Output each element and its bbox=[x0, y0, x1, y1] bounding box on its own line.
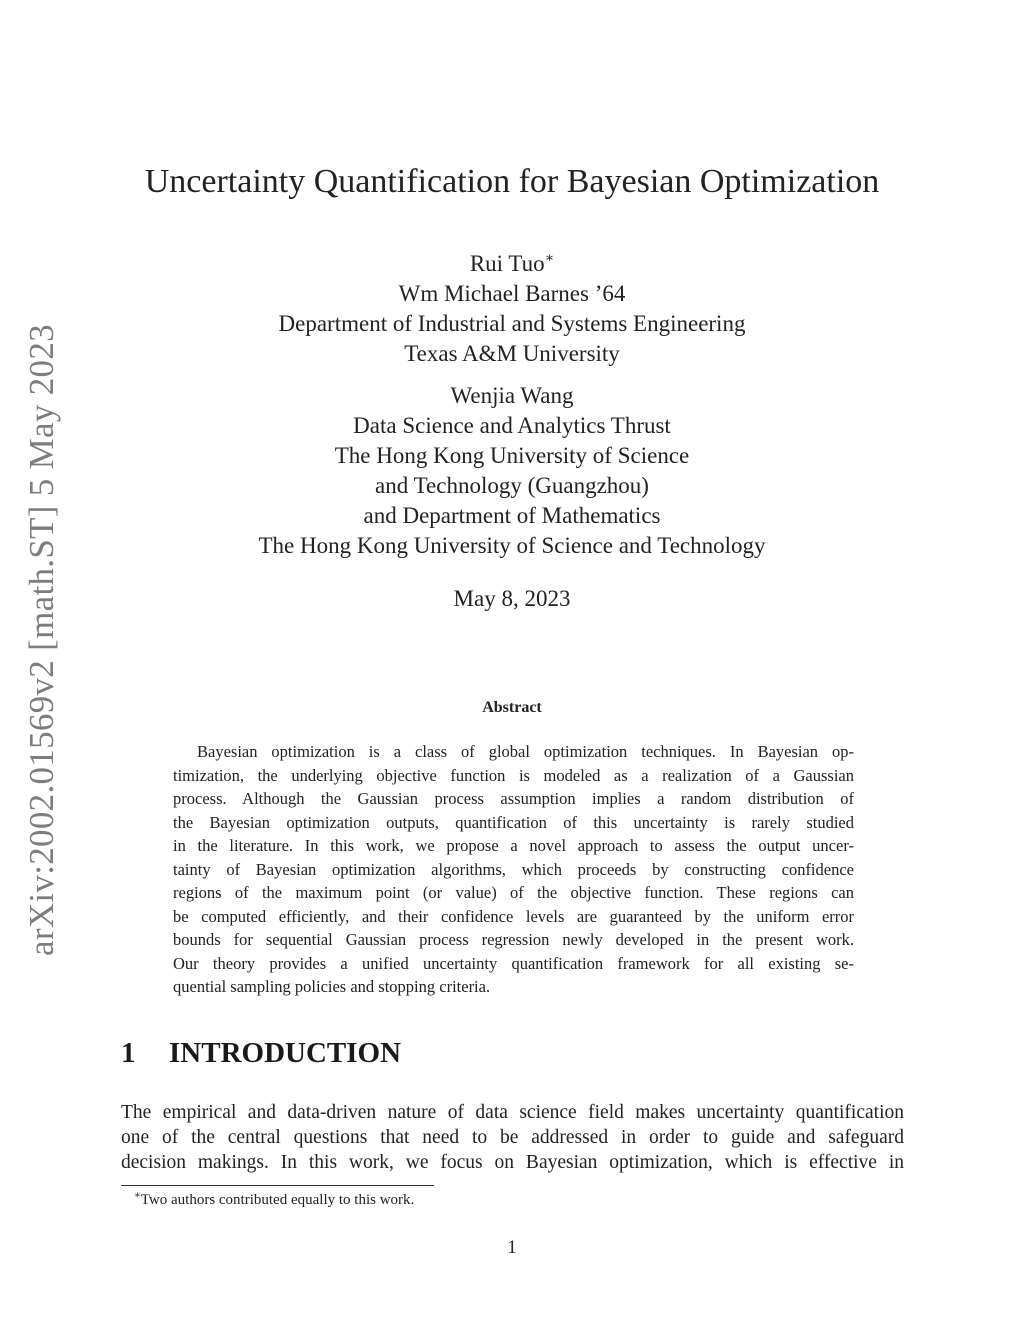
paper-title: Uncertainty Quantification for Bayesian Optimization bbox=[144, 163, 880, 200]
author-affiliation-line: and Technology (Guangzhou) bbox=[375, 473, 649, 498]
author-footnote-mark: ∗ bbox=[544, 251, 555, 266]
author-name: Rui Tuo∗ bbox=[469, 251, 555, 276]
abstract-heading: Abstract bbox=[482, 699, 542, 716]
abstract-line: timization, the underlying objective function is modeled as a realization of a Gaussian bbox=[173, 765, 854, 785]
section-number: 1 bbox=[121, 1037, 136, 1069]
footnote-mark: ∗ bbox=[134, 1190, 141, 1201]
footnote-divider bbox=[121, 1185, 434, 1186]
arxiv-identifier-stamp: arXiv:2002.01569v2 [math.ST] 5 May 2023 bbox=[22, 324, 61, 956]
body-text-line: decision makings. In this work, we focus on Bayesian optimization, which is effective in bbox=[121, 1152, 904, 1173]
body-text-line: The empirical and data-driven nature of data science field makes uncertainty quantification bbox=[121, 1102, 904, 1123]
author-affiliation-line: Data Science and Analytics Thrust bbox=[353, 413, 671, 438]
abstract-line: tainty of Bayesian optimization algorithms, which proceeds by constructing confidence bbox=[173, 859, 854, 879]
page-number: 1 bbox=[507, 1237, 517, 1258]
abstract-line: be computed efficiently, and their confidence levels are guaranteed by the uniform error bbox=[173, 906, 854, 926]
abstract-line: regions of the maximum point (or value) of the objective function. These regions can bbox=[173, 883, 854, 902]
footnote-text: Two authors contributed equally to this work. bbox=[140, 1192, 415, 1208]
author-affiliation-line: Wm Michael Barnes ’64 bbox=[398, 281, 626, 306]
abstract-line: in the literature. In this work, we propose a novel approach to assess the output uncer- bbox=[173, 836, 854, 855]
publication-date: May 8, 2023 bbox=[453, 586, 571, 611]
author-affiliation-line: and Department of Mathematics bbox=[363, 503, 661, 528]
author-affiliation-line: The Hong Kong University of Science and Technology bbox=[258, 533, 766, 558]
author-affiliation-line: The Hong Kong University of Science bbox=[334, 443, 690, 468]
abstract-line: process. Although the Gaussian process assumption implies a random distribution of bbox=[173, 789, 854, 808]
author-block bbox=[0, 381, 1024, 561]
abstract-line: quential sampling policies and stopping criteria. bbox=[173, 977, 491, 996]
author-affiliation-line: Department of Industrial and Systems Engineering bbox=[278, 311, 746, 336]
section-heading bbox=[121, 1037, 401, 1070]
abstract-body bbox=[173, 740, 854, 999]
author-name: Wenjia Wang bbox=[450, 383, 574, 408]
author-block bbox=[0, 244, 1024, 369]
author-affiliation-line: Texas A&M University bbox=[404, 341, 620, 366]
abstract-line: Our theory provides a unified uncertainty quantification framework for all existing se- bbox=[173, 953, 854, 973]
abstract-line: Bayesian optimization is a class of global optimization techniques. In Bayesian op- bbox=[197, 742, 854, 761]
abstract-line: the Bayesian optimization outputs, quantification of this uncertainty is rarely studied bbox=[173, 812, 854, 832]
footnote bbox=[134, 1190, 414, 1209]
introduction-body bbox=[121, 1100, 904, 1175]
abstract-line: bounds for sequential Gaussian process regression newly developed in the present work. bbox=[173, 930, 854, 949]
author-list bbox=[0, 244, 1024, 561]
body-text-line: one of the central questions that need to be addressed in order to guide and safeguard bbox=[121, 1127, 904, 1148]
section-title: INTRODUCTION bbox=[169, 1037, 402, 1069]
